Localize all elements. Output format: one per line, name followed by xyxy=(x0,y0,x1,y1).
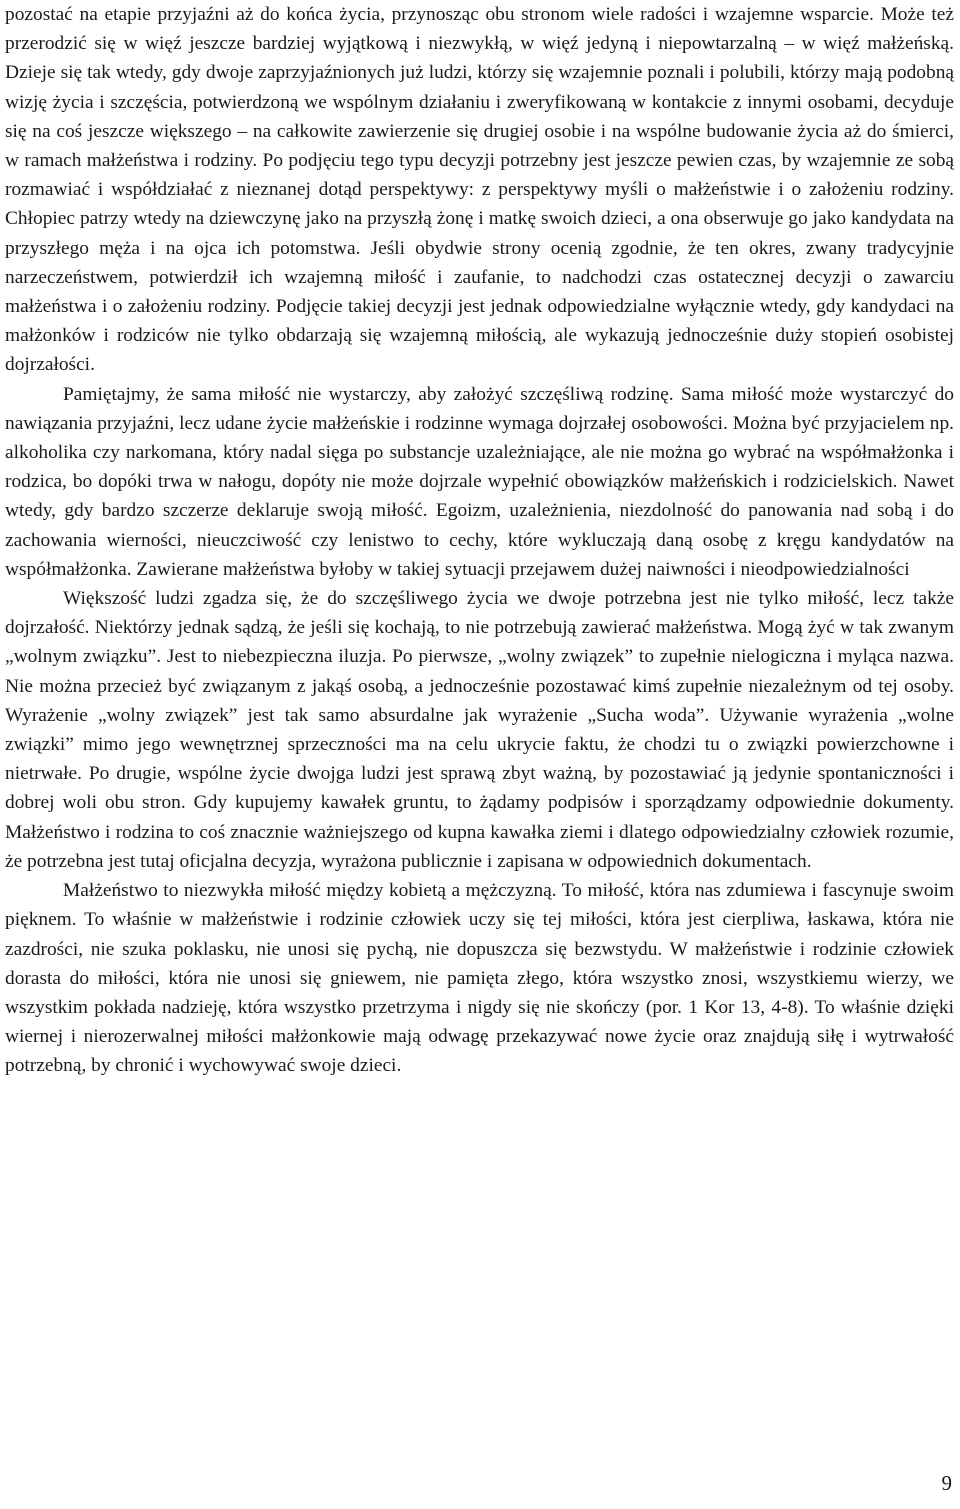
paragraph: pozostać na etapie przyjaźni aż do końca życia, przynosząc obu stronom wiele radości i wzajemne wsparcie. Może też przerodzić się w więź jeszcze bardziej wyjątkową i niezwykłą, w więź jedyną i niepowtarzalną – w więź małżeńską. Dzieje się tak wtedy, gdy dwoje zaprzyjaźnionych już ludzi, którzy się wzajemnie poznali i polubili, którzy mają podobną wizję życia i szczęścia, potwierdzoną we wspólnym działaniu i zweryfikowaną w kontakcie z innymi osobami, decyduje się na coś jeszcze większego – na całkowite zawierzenie się drugiej osobie i na wspólne budowanie życia aż do śmierci, w ramach małżeństwa i rodziny. Po podjęciu tego typu decyzji potrzebny jest jeszcze pewien czas, by wzajemnie ze sobą rozmawiać i współdziałać z nieznanej dotąd perspektywy: z perspektywy myśli o małżeństwie i o założeniu rodziny. Chłopiec patrzy wtedy na dziewczynę jako na przyszłą żonę i matkę swoich dzieci, a ona obserwuje go jako kandydata na przyszłego męża i na ojca ich potomstwa. Jeśli obydwie strony ocenią zgodnie, że ten okres, zwany tradycyjnie narzeczeństwem, potwierdził ich wzajemną miłość i zaufanie, to nadchodzi czas ostatecznej decyzji o zawarciu małżeństwa i o założeniu rodziny. Podjęcie takiej decyzji jest jednak odpowiedzialne wyłącznie wtedy, gdy kandydaci na małżonków i rodziców nie tylko obdarzają się wzajemną miłością, ale wykazują jednocześnie duży stopień osobistej dojrzałości. xyxy=(5,4,954,376)
document-page xyxy=(5,0,954,1081)
paragraph: Większość ludzi zgadza się, że do szczęśliwego życia we dwoje potrzebna jest nie tylko miłość, lecz także dojrzałość. Niektórzy jednak sądzą, że jeśli się kochają, to nie potrzebują zawierać małżeństwa. Mogą żyć w tak zwanym „wolnym związku”. Jest to niebezpieczna iluzja. Po pierwsze, „wolny związek” to zupełnie nielogiczna i myląca nazwa. Nie można przecież być związanym z jakąś osobą, a jednocześnie pozostawać kimś zupełnie niezależnym od tej osoby. Wyrażenie „wolny związek” jest tak samo absurdalne jak wyrażenie „Sucha woda”. Używanie wyrażenia „wolne związki” mimo jego wewnętrznej sprzeczności ma na celu ukrycie faktu, że chodzi tu o związki powierzchowne i nietrwałe. Po drugie, wspólne życie dwojga ludzi jest sprawą zbyt ważną, by pozostawiać ją jedynie spontaniczności i dobrej woli obu stron. Gdy kupujemy kawałek gruntu, to żądamy podpisów i sporządzamy odpowiednie dokumenty. Małżeństwo i rodzina to coś znacznie ważniejszego od kupna kawałka ziemi i dlatego odpowiedzialny człowiek rozumie, że potrzebna jest tutaj oficjalna decyzja, wyrażona publicznie i zapisana w odpowiednich dokumentach. xyxy=(5,588,954,872)
paragraph: Pamiętajmy, że sama miłość nie wystarczy, aby założyć szczęśliwą rodzinę. Sama miłość może wystarczyć do nawiązania przyjaźni, lecz udane życie małżeńskie i rodzinne wymaga dojrzałej osobowości. Można być przyjacielem np. alkoholika czy narkomana, który nadal sięga po substancje uzależniające, ale nie można go wybrać na współmałżonka i rodzica, bo dopóki trwa w nałogu, dopóty nie może dojrzale wypełnić obowiązków małżeńskich i rodzicielskich. Nawet wtedy, gdy bardzo szczerze deklaruje swoją miłość. Egoizm, uzależnienia, niezdolność do panowania nad sobą i do zachowania wierności, nieuczciwość czy lenistwo to cechy, które wykluczają daną osobę z kręgu kandydatów na współmałżonka. Zawierane małżeństwa byłoby w takiej sytuacji przejawem dużej naiwności i nieodpowiedzialności xyxy=(5,383,954,580)
paragraph: Małżeństwo to niezwykła miłość między kobietą a mężczyzną. To miłość, która nas zdumiewa i fascynuje swoim pięknem. To właśnie w małżeństwie i rodzinie człowiek uczy się tej miłości, która jest cierpliwa, łaskawa, która nie zazdrości, nie szuka poklasku, nie unosi się pychą, nie dopuszcza się bezwstydu. W małżeństwie i rodzinie człowiek dorasta do miłości, która nie unosi się gniewem, nie pamięta złego, która wszystko znosi, wszystkiemu wierzy, we wszystkim pokłada nadzieję, która wszystko przetrzyma i nigdy się nie skończy (por. 1 Kor 13, 4-8). To właśnie dzięki wiernej i nierozerwalnej miłości małżonkowie mają odwagę przekazywać nowe życie oraz znajdują siłę i wytrwałość potrzebną, by chronić i wychowywać swoje dzieci. xyxy=(5,880,954,1077)
page-number: 9 xyxy=(941,1471,952,1495)
